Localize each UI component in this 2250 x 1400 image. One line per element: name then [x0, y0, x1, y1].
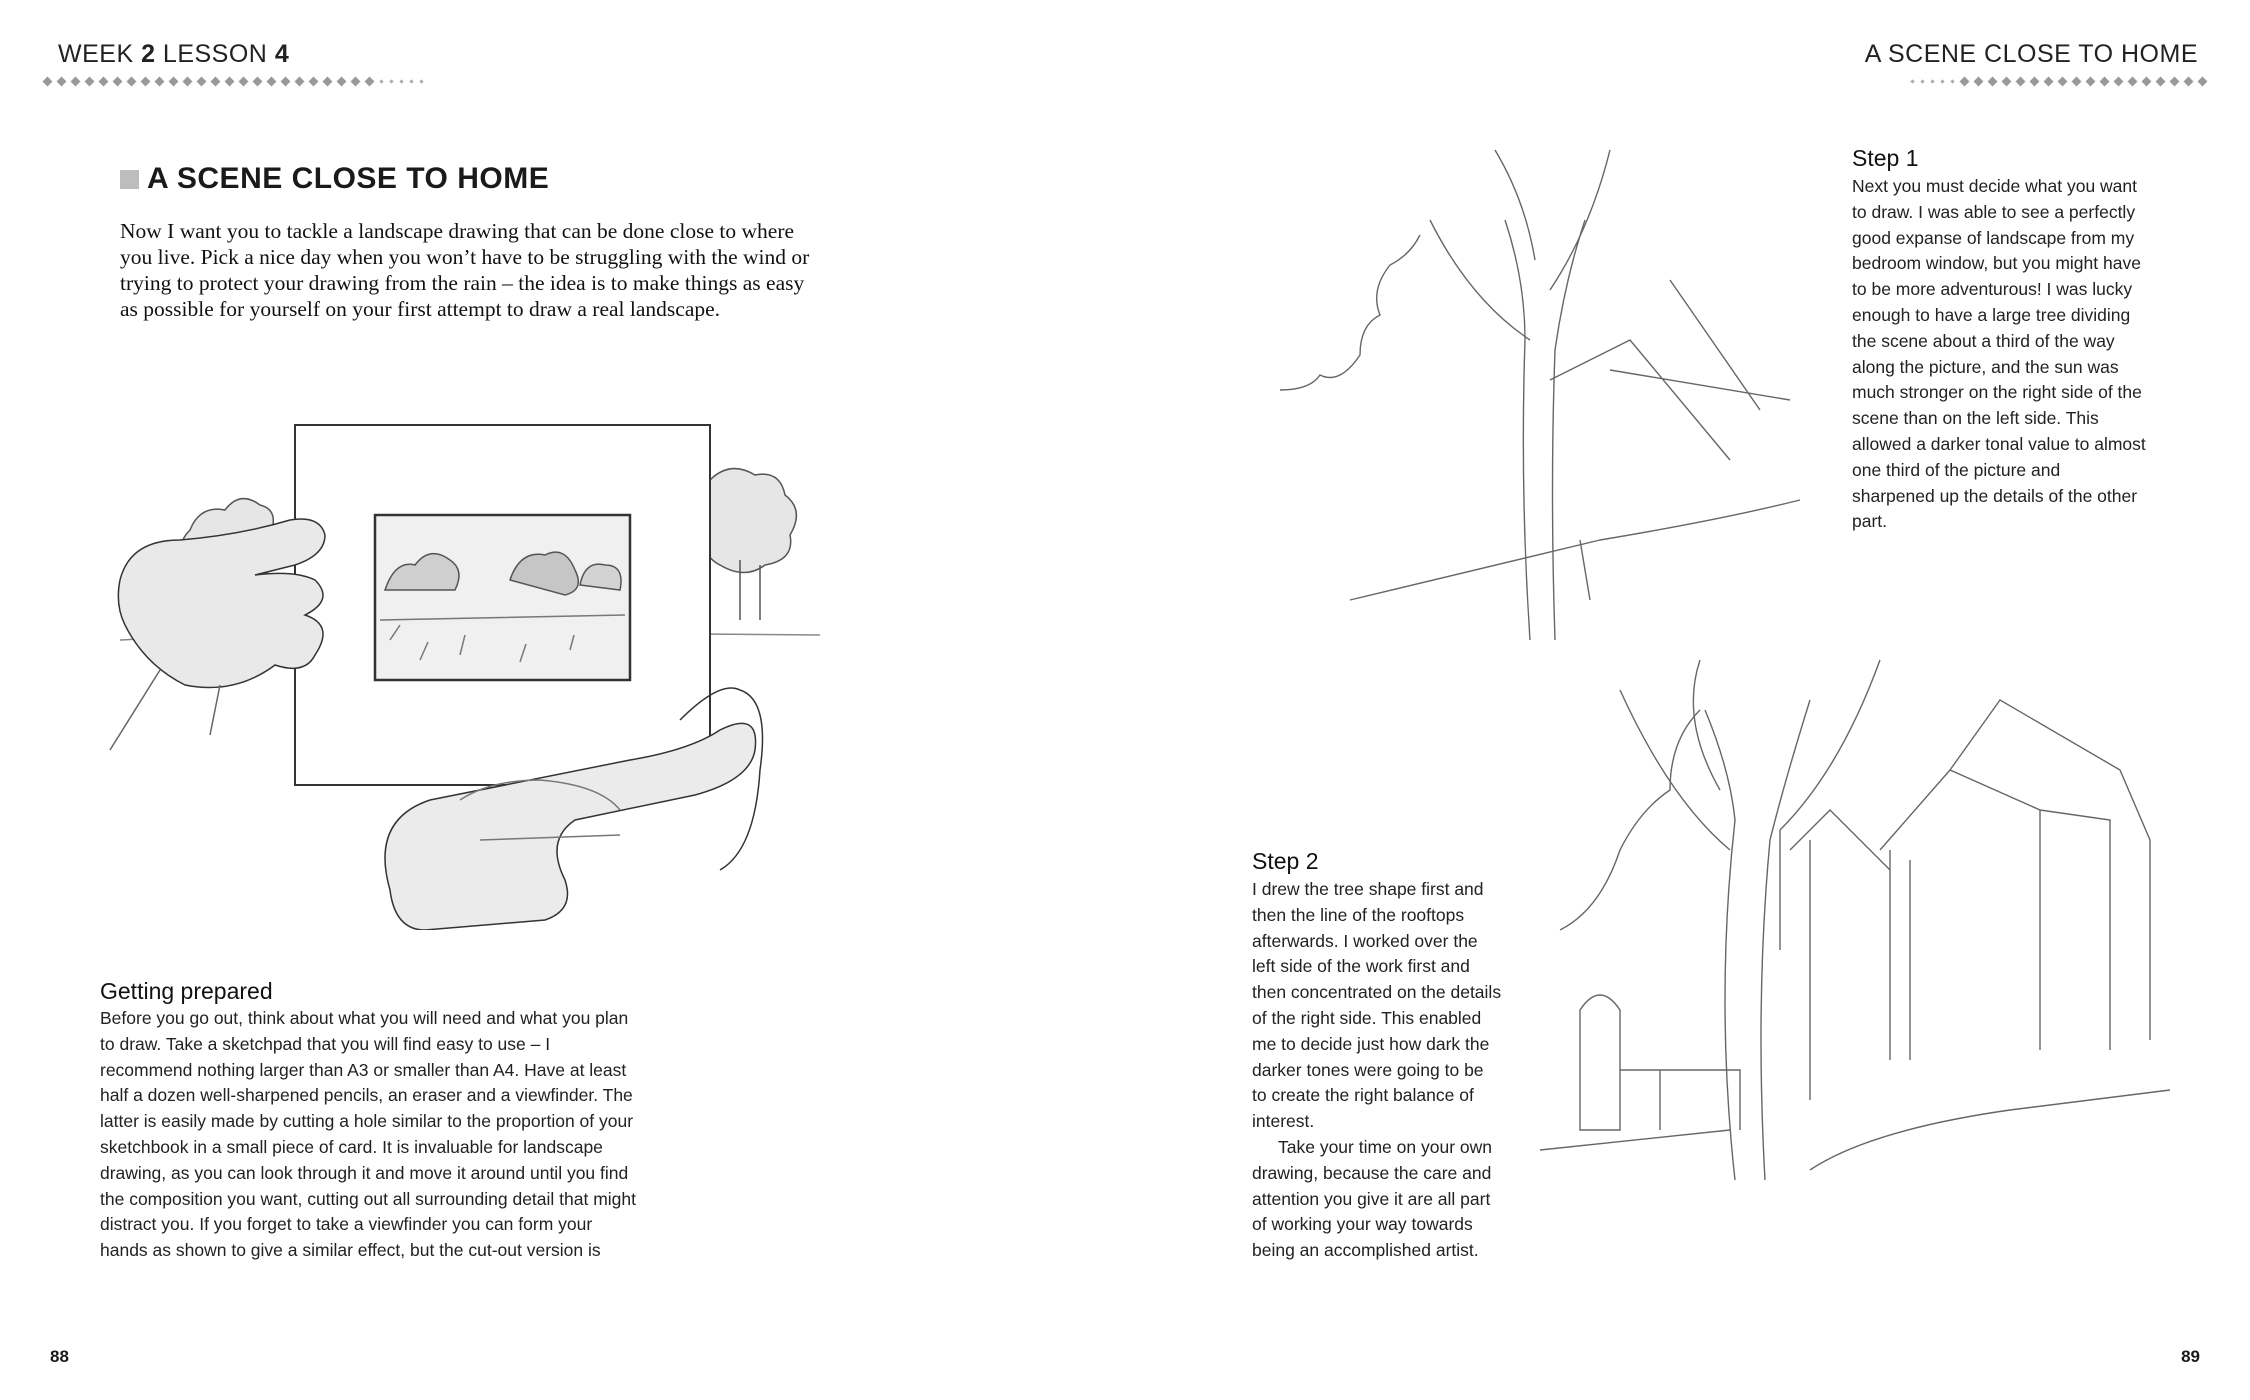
- getting-prepared-heading: Getting prepared: [100, 978, 273, 1004]
- page-number-right: 89: [2181, 1347, 2200, 1366]
- ornament-dots-right: [1911, 76, 2206, 86]
- running-head-left: WEEK 2 LESSON 4: [58, 40, 290, 68]
- running-head-right: A SCENE CLOSE TO HOME: [1864, 40, 2198, 68]
- step2-heading: Step 2: [1252, 848, 1319, 874]
- step1-tree-sketch: [1250, 140, 1830, 640]
- step2-tree-houses-sketch: [1480, 650, 2200, 1190]
- title-square-icon: [120, 170, 139, 189]
- intro-paragraph: Now I want you to tackle a landscape drawing that can be done close to where you live. Pick a nice day when you won’t have to be struggling with the wind or trying to protect your drawing from the rain – the idea is to make things as easy as possible for yourself on your first attempt to draw a real landscape.: [120, 219, 810, 321]
- step1-heading: Step 1: [1852, 145, 1919, 171]
- ornament-dots-left: [44, 76, 423, 86]
- step1-text: Next you must decide what you want to draw. I was able to see a perfectly good expanse of landscape from my bedroom window, but you might have to be more adventurous! I was lucky enough to have a large tree dividing the scene about a third of the way along the picture, and the sun was much stronger on the right side of the scene than on the left side. This allowed a darker tonal value to almost one third of the picture and sharpened up the details of the other part.: [1852, 176, 2146, 532]
- section-title: A SCENE CLOSE TO HOME: [120, 162, 549, 196]
- viewfinder-hand-illustration: [60, 370, 830, 930]
- step2-text: I drew the tree shape first and then the line of the rooftops afterwards. I worked over the left side of the work first and then concentrated on the details of the right side. This enabled me to decide just how dark the darker tones were going to be to create the right balance of interest. Take your time on your own drawing, because the care and attention you give it are all part of working your way towards being an accomplished artist.: [1252, 879, 1502, 1261]
- getting-prepared-text: Before you go out, think about what you will need and what you plan to draw. Take a sketchpad that you will find easy to use – I recommend nothing larger than A3 or smaller than A4. Have at least half a dozen well-sharpened pencils, an eraser and a viewfinder. The latter is easily made by cutting a hole similar to the proportion of your sketchbook in a small piece of card. It is invaluable for landscape drawing, as you can look through it and move it around until you find the composition you want, cutting out all surrounding detail that might distract you. If you forget to take a viewfinder you can form your hands as shown to give a similar effect, but the cut-out version is: [100, 1008, 637, 1261]
- page-number-left: 88: [50, 1347, 69, 1366]
